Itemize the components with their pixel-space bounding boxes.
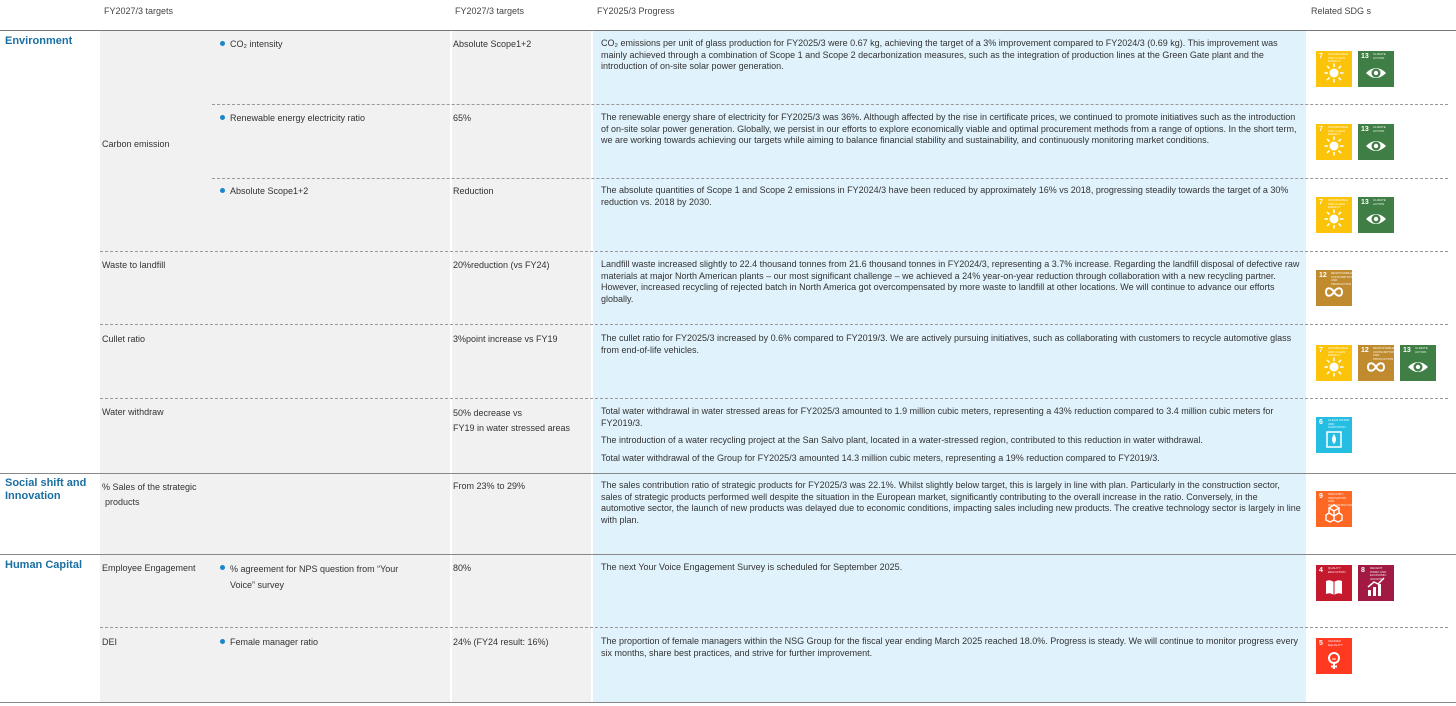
sdg-12-icon — [1358, 345, 1394, 381]
sdg-title: CLEAN WATER AND SANITATION — [1328, 418, 1350, 429]
growth-chart-icon — [1366, 577, 1386, 597]
sdg-7-icon — [1316, 124, 1352, 160]
item-label: % agreement for NPS question from “Your — [230, 564, 399, 574]
target-scope: Reduction — [453, 186, 494, 196]
sdg-12-icon — [1316, 270, 1352, 306]
sdg-13-icon — [1400, 345, 1436, 381]
sdg-4-icon — [1316, 565, 1352, 601]
eye-globe-icon — [1366, 209, 1386, 229]
sdg-number: 8 — [1361, 567, 1365, 574]
target-cullet: 3%point increase vs FY19 — [453, 334, 558, 344]
sdg-number: 5 — [1319, 640, 1323, 647]
sdg-13-icon — [1358, 51, 1394, 87]
row-divider — [100, 251, 1448, 252]
category-water: Water withdraw — [102, 407, 164, 417]
item-label: CO₂ intensity — [230, 39, 283, 49]
target-renewable: 65% — [453, 113, 472, 123]
header-targets-1: FY2027/3 targets — [104, 6, 174, 16]
category-engagement: Employee Engagement — [102, 563, 196, 573]
sdg-title: RESPONSIBLE CONSUMPTION AND PRODUCTION — [1331, 271, 1354, 286]
sdg-group-renewable — [1316, 124, 1394, 160]
progress-text: The renewable energy share of electricity for FY2025/3 was 36%. Although affected by the rise in certificate prices, we continued to promote initiatives such as the introduction of on-site solar power generation. Globally, we persist in our efforts to explore economically viable and optimal procurement methods from a range of options. In the short term, we are working towards achieving our targets while aiming to balance financial stability and sustainability, and continuously monitoring market conditions. — [601, 112, 1297, 145]
target-column-bg — [452, 30, 591, 703]
bullet-icon — [220, 565, 225, 570]
sdg-7-icon — [1316, 51, 1352, 87]
category-dei: DEI — [102, 637, 118, 647]
item-column-bg — [212, 30, 450, 703]
sdg-title: CLIMATE ACTION — [1373, 125, 1386, 133]
sdg-5-icon — [1316, 638, 1352, 674]
eye-globe-icon — [1408, 357, 1428, 377]
section-divider — [0, 554, 1456, 555]
sdg-group-sales — [1316, 491, 1356, 527]
sdg-group-cullet — [1316, 345, 1436, 381]
row-divider — [212, 104, 1448, 105]
item-renewable-ratio — [216, 111, 365, 125]
sdg-number: 7 — [1319, 126, 1323, 133]
sdg-number: 4 — [1319, 567, 1323, 574]
target-line: 50% decrease vs — [453, 408, 523, 418]
progress-co2 — [601, 38, 1301, 79]
section-environment: Environment — [5, 35, 73, 47]
sdg-group-engagement — [1316, 565, 1394, 601]
progress-scope — [601, 185, 1301, 214]
eye-globe-icon — [1366, 136, 1386, 156]
header-progress: FY2025/3 Progress — [597, 6, 675, 16]
cubes-icon — [1324, 503, 1344, 523]
section-human-capital: Human Capital — [5, 559, 83, 571]
item-nps-agreement — [216, 561, 398, 593]
sdg-number: 7 — [1319, 199, 1323, 206]
table-bottom-border — [0, 702, 1456, 703]
sdg-number: 7 — [1319, 53, 1323, 60]
header-targets-2: FY2027/3 targets — [455, 6, 525, 16]
sdg-number: 12 — [1361, 347, 1369, 354]
sdg-title: GENDER EQUALITY — [1328, 639, 1343, 647]
progress-text: Landfill waste increased slightly to 22.4 thousand tonnes from 21.6 thousand tonnes in FY2024/3, representing a 3.7% increase. Regarding the landfill disposal of defective raw materials at major North American plants – our most significant challenge – we achieved a 24% year-on-year reduction through collaboration with a new recycling partner. However, increased recycling of rejected batch in North America got overcompensated by more waste to landfill at other locations. We will continue to advance our efforts globally. — [601, 259, 1300, 304]
svg-text:=: = — [1331, 655, 1337, 663]
progress-text: The next Your Voice Engagement Survey is scheduled for September 2025. — [601, 562, 903, 572]
item-co2-intensity — [216, 37, 283, 51]
table-header — [0, 0, 1456, 30]
sdg-7-icon — [1316, 197, 1352, 233]
row-divider — [212, 178, 1448, 179]
sdg-9-icon — [1316, 491, 1356, 527]
category-sales — [102, 480, 197, 510]
sdg-number: 13 — [1403, 347, 1411, 354]
target-engagement: 80% — [453, 563, 472, 573]
category-line: products — [105, 497, 140, 507]
sdg-7-icon — [1316, 345, 1352, 381]
item-absolute-scope — [216, 184, 308, 198]
bullet-icon — [220, 41, 225, 46]
sdg-title: AFFORDABLE AND CLEAN ENERGY — [1328, 346, 1349, 357]
category-line: % Sales of the strategic — [102, 482, 197, 492]
sun-icon — [1324, 209, 1344, 229]
sdg-13-icon — [1358, 197, 1394, 233]
sdg-title: CLIMATE ACTION — [1373, 52, 1386, 60]
sdg-13-icon — [1358, 124, 1394, 160]
row-divider — [100, 627, 1448, 628]
sdg-title: AFFORDABLE AND CLEAN ENERGY — [1328, 125, 1349, 136]
progress-text: The sales contribution ratio of strategic products for FY2025/3 was 22.1%. Whilst slightly below target, this is largely in line with plan. Particularly in the construction sector, sales of strategic products performed well despite the situation in the European market, significantly contributing to the overall increase in the ratio. Conversely, in the automotive sector, the launch of new products was delayed due to economic conditions, impacting sales including new products. The creative technology sector is largely in line with plan. — [601, 480, 1301, 525]
sdg-group-waste — [1316, 270, 1352, 306]
sdg-number: 9 — [1319, 493, 1323, 500]
sdg-title: AFFORDABLE AND CLEAN ENERGY — [1328, 52, 1349, 63]
sdg-number: 6 — [1319, 419, 1323, 426]
section-divider — [0, 473, 1456, 474]
sdg-number: 12 — [1319, 272, 1327, 279]
target-water — [453, 406, 570, 436]
gender-icon — [1324, 650, 1344, 670]
progress-text: Total water withdrawal of the Group for FY2025/3 amounted 14.3 million cubic meters, representing a 19% reduction compared to FY2019/3. — [601, 452, 1160, 463]
category-cullet: Cullet ratio — [102, 334, 146, 344]
sun-icon — [1324, 357, 1344, 377]
sdg-number: 13 — [1361, 126, 1369, 133]
progress-text: The introduction of a water recycling project at the San Salvo plant, located in a water-stressed region, contributed to this reduction in water withdrawal. — [601, 435, 1203, 445]
progress-dei — [601, 636, 1301, 665]
item-label: Renewable energy electricity ratio — [230, 113, 366, 123]
sdg-group-scope — [1316, 197, 1394, 233]
item-label: Voice” survey — [230, 580, 285, 590]
item-label: Absolute Scope1+2 — [230, 186, 309, 196]
bullet-icon — [220, 639, 225, 644]
category-column-bg — [100, 30, 212, 703]
progress-text: Total water withdrawal in water stressed areas for FY2025/3 amounted to 1.9 million cubic meters, representing a 43% reduction compared to 3.4 million cubic meters for FY2019/3. — [601, 406, 1274, 428]
category-waste: Waste to landfill — [102, 260, 166, 270]
category-carbon-emission: Carbon emission — [102, 139, 170, 149]
sun-icon — [1324, 63, 1344, 83]
progress-engagement — [601, 562, 1301, 580]
sdg-group-co2 — [1316, 51, 1394, 87]
bullet-icon — [220, 188, 225, 193]
sdg-number: 13 — [1361, 53, 1369, 60]
header-sdgs: Related SDG s — [1311, 6, 1372, 16]
book-icon — [1324, 577, 1344, 597]
infinity-icon — [1324, 282, 1344, 302]
row-divider — [100, 398, 1448, 399]
progress-water — [601, 406, 1301, 470]
section-social: Social shift and Innovation — [5, 477, 87, 502]
sdg-group-water — [1316, 417, 1352, 453]
sdg-title: QUALITY EDUCATION — [1328, 566, 1346, 574]
eye-globe-icon — [1366, 63, 1386, 83]
item-label: Female manager ratio — [230, 637, 319, 647]
water-drop-icon — [1324, 429, 1344, 449]
sdg-title: AFFORDABLE AND CLEAN ENERGY — [1328, 198, 1349, 209]
progress-text: The absolute quantities of Scope 1 and Scope 2 emissions in FY2024/3 have been reduced by approximately 16% vs 2018, progressing steadily towards the target of a 30% reduction vs. 2018 by 2030. — [601, 185, 1289, 207]
sdg-title: DECENT WORK AND ECONOMIC GROWTH — [1370, 566, 1387, 581]
sdg-title: CLIMATE ACTION — [1373, 198, 1386, 206]
progress-waste — [601, 259, 1301, 311]
sun-icon — [1324, 136, 1344, 156]
progress-text: The cullet ratio for FY2025/3 increased by 0.6% compared to FY2019/3. We are actively pursuing initiatives, such as collaborating with customers to recycle automotive glass from end-of-life vehicles. — [601, 333, 1292, 355]
target-co2: Absolute Scope1+2 — [453, 39, 532, 49]
sdg-title: INDUSTRY, INNOVATION AND INFRASTRUCTURE — [1328, 492, 1356, 507]
target-dei: 24% (FY24 result: 16%) — [453, 637, 549, 647]
target-waste: 20%reduction (vs FY24) — [453, 260, 550, 270]
sdg-number: 7 — [1319, 347, 1323, 354]
target-line: FY19 in water stressed areas — [453, 423, 571, 433]
sdg-6-icon — [1316, 417, 1352, 453]
header-divider — [0, 30, 1456, 31]
target-sales: From 23% to 29% — [453, 481, 526, 491]
progress-cullet — [601, 333, 1301, 362]
infinity-icon — [1366, 357, 1386, 377]
sdg-group-dei — [1316, 638, 1352, 674]
sdg-title: CLIMATE ACTION — [1415, 346, 1428, 354]
sdg-title: RESPONSIBLE CONSUMPTION AND PRODUCTION — [1373, 346, 1396, 361]
progress-renewable — [601, 112, 1301, 153]
progress-text: The proportion of female managers within the NSG Group for the fiscal year ending March 2025 reached 18.0%. Progress is steady. We will continue to monitor progress every six months, share best practices, and strive for further improvement. — [601, 636, 1299, 658]
progress-sales — [601, 480, 1301, 532]
bullet-icon — [220, 115, 225, 120]
row-divider — [100, 324, 1448, 325]
progress-text: CO₂ emissions per unit of glass production for FY2025/3 were 0.67 kg, achieving the target of a 3% improvement compared to FY2024/3 (0.69 kg). This improvement was mainly achieved through a combination of Scope 1 and Scope 2 decarbonization measures, such as the integration of production lines at the Green Gate plant and the introduction of on-site solar power generation. — [601, 38, 1278, 71]
sdg-number: 13 — [1361, 199, 1369, 206]
sdg-8-icon — [1358, 565, 1394, 601]
item-female-manager-ratio — [216, 635, 318, 649]
